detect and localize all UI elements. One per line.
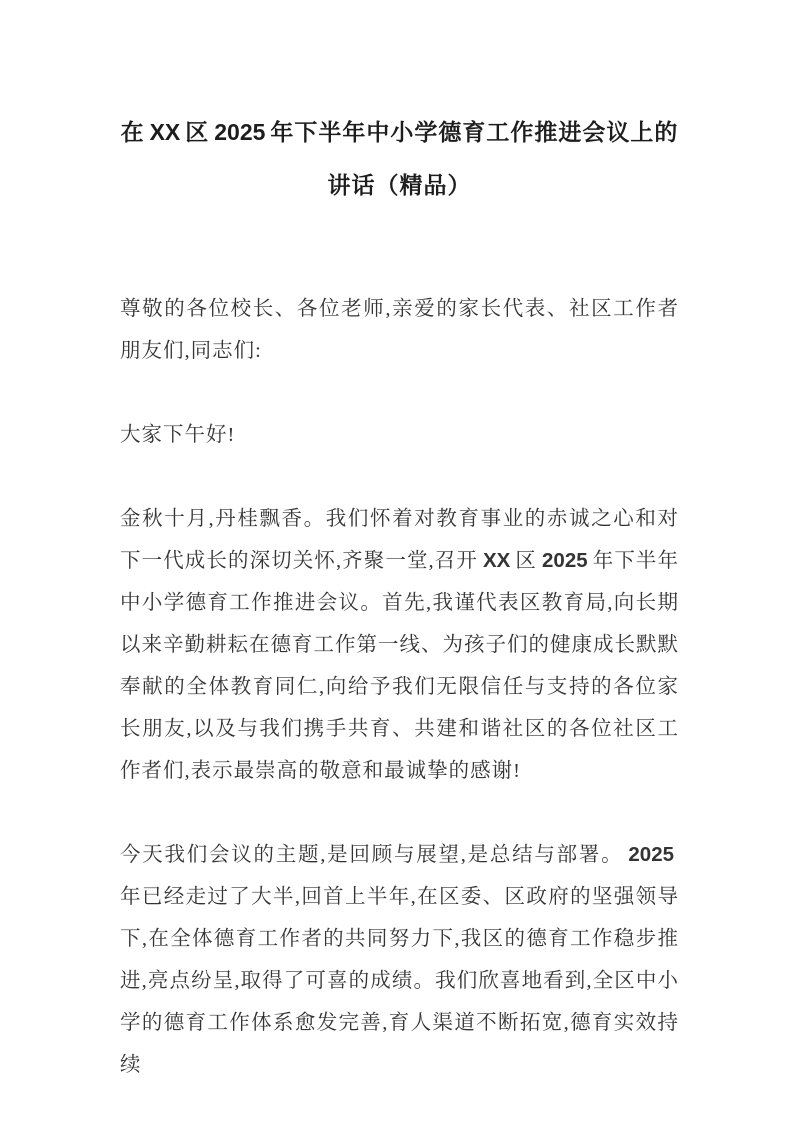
paragraph-salutation: 尊敬的各位校长、各位老师,亲爱的家长代表、社区工作者朋友们,同志们: (120, 298, 679, 362)
paragraph-meeting-theme: 今天我们会议的主题,是回顾与展望,是总结与部署。 2025年已经走过了大半,回首上半年,在区委、区政府的坚强领导下,在全体德育工作者的共同努力下,我区的德育工作稳步推进,亮点纷呈,取得了可喜的成绩。我们欣喜地看到,全区中小学的德育工作体系愈发完善,育人渠道不断拓宽,德育实效持续 (120, 843, 679, 1076)
paragraph-opening-thanks: 金秋十月,丹桂飘香。我们怀着对教育事业的赤诚之心和对下一代成长的深切关怀,齐聚一堂,召开 XX 区 2025 年下半年中小学德育工作推进会议。首先,我谨代表区教育局,向长期以来辛勤耕耘在德育工作第一线、为孩子们的健康成长默默奉献的全体教育同仁,向给予我们无限信任与支持的各位家长朋友,以及与我们携手共育、共建和谐社区的各位社区工作者们,表示最崇高的敬意和最诚挚的感谢! (120, 508, 680, 782)
document-title: 在 XX 区 2025 年下半年中小学德育工作推进会议上的讲话（精品） (120, 119, 679, 198)
paragraph-greeting: 大家下午好! (120, 424, 236, 446)
